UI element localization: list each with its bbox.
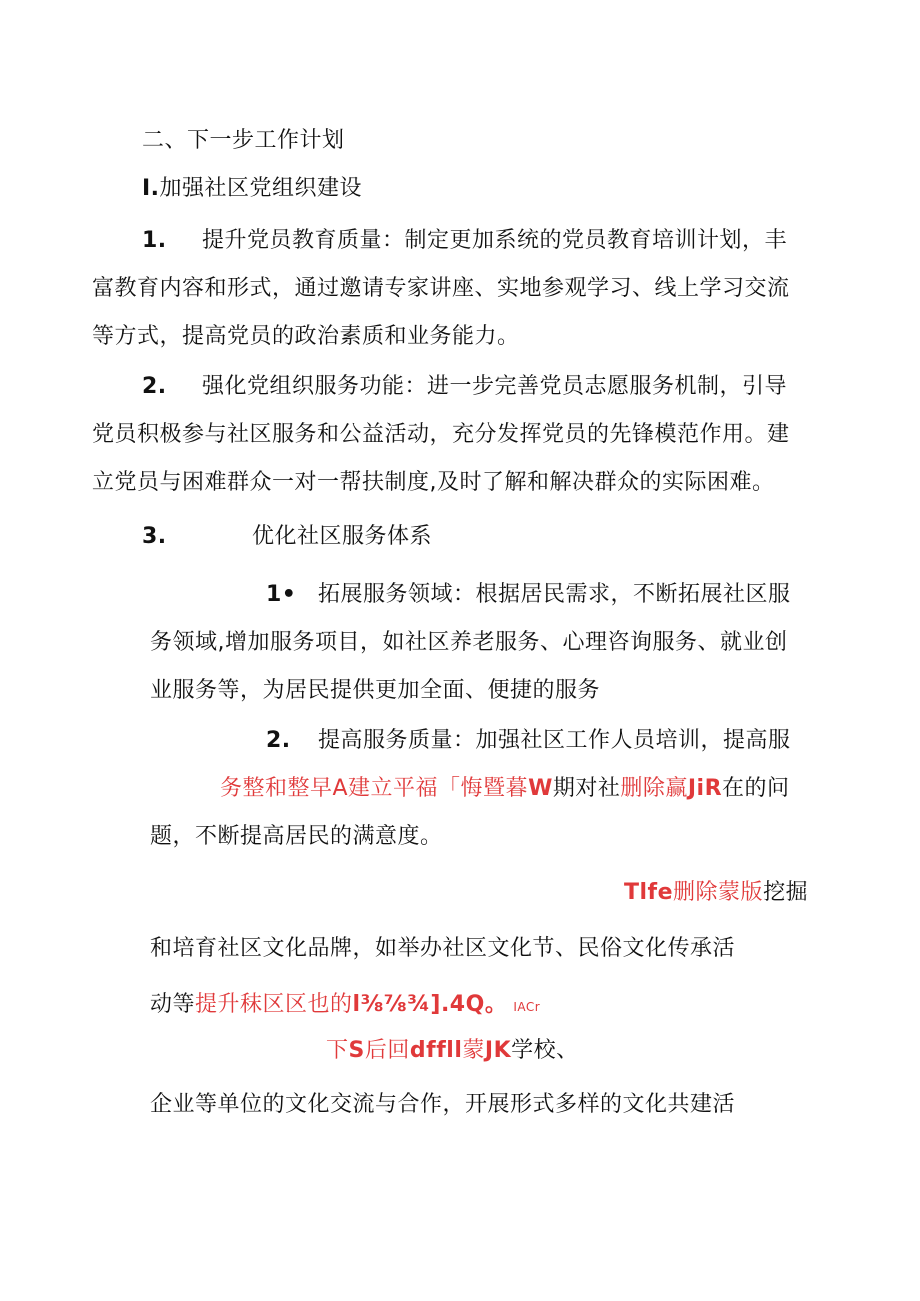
item-2-number: 2.	[142, 374, 167, 399]
sub-2-black-a: 期对社	[552, 776, 621, 801]
section-title	[142, 126, 345, 156]
garbled-2-text: 和培育社区文化品牌，如举办社区文化节、民俗文化传承活	[150, 936, 736, 961]
sub-1-text-1: 拓展服务领域：根据居民需求，不断拓展社区服	[318, 582, 791, 607]
sub-2-text-1: 提高服务质量：加强社区工作人员培训，提高服	[318, 728, 791, 753]
garbled-4-red-f: JK	[484, 1038, 512, 1063]
sub-2-red-c: 删除赢	[620, 776, 688, 801]
sub-2-number: 2.	[266, 728, 291, 753]
garbled-5-text: 企业等单位的文化交流与合作，开展形式多样的文化共建活	[150, 1092, 736, 1117]
garbled-3-small: IACr	[513, 1000, 541, 1014]
sub-2-red-b: W	[528, 776, 553, 801]
sub-1-text-2: 务领域,增加服务项目，如社区养老服务、心理咨询服务、就业创	[150, 630, 788, 655]
item-1-text-3: 等方式，提高党员的政治素质和业务能力。	[92, 324, 520, 349]
sub-2-line-3	[150, 822, 443, 852]
sub-1-number: 1•	[266, 582, 297, 607]
item-1-line-1	[142, 226, 787, 256]
item-1-number: 1.	[142, 228, 167, 253]
garbled-4-red-b: S	[348, 1038, 365, 1063]
item-3-number: 3.	[142, 524, 167, 549]
item-2-text-2: 党员积极参与社区服务和公益活动，充分发挥党员的先锋模范作用。建	[92, 422, 790, 447]
sub-2-red-d: JiR	[687, 776, 723, 801]
item-2-line-3	[92, 468, 775, 498]
garbled-line-1	[624, 878, 808, 908]
item-1-text-1: 提升党员教育质量：制定更加系统的党员教育培训计划，丰	[202, 228, 788, 253]
garbled-1-red-a: Tlfe	[624, 880, 674, 905]
sub-2-line-2	[220, 774, 790, 804]
item-2-line-2	[92, 420, 790, 450]
subsection-heading	[142, 174, 362, 204]
item-1-line-2	[92, 274, 790, 304]
section-title-text: 二、下一步工作计划	[142, 128, 345, 153]
item-3-text: 优化社区服务体系	[252, 524, 433, 549]
item-3-heading	[142, 522, 432, 552]
garbled-3-black: 动等	[150, 992, 196, 1017]
item-1-text-2: 富教育内容和形式，通过邀请专家讲座、实地参观学习、线上学习交流	[92, 276, 790, 301]
garbled-line-5	[150, 1090, 735, 1120]
sub-2-black-b: 在的问	[722, 776, 790, 801]
sub-2-red-a: 务整和整早A建立平福「悔暨暮	[220, 776, 529, 801]
garbled-1-black: 挖掘	[763, 880, 809, 905]
subsection-text: 加强社区党组织建设	[159, 176, 363, 201]
sub-1-line-2	[150, 628, 788, 658]
sub-1-line-3	[150, 676, 600, 706]
garbled-4-red-c: 后回	[364, 1038, 410, 1063]
sub-2-text-3: 题，不断提高居民的满意度。	[150, 824, 443, 849]
sub-1-text-3: 业服务等，为居民提供更加全面、便捷的服务	[150, 678, 601, 703]
item-1-line-3	[92, 322, 520, 352]
garbled-line-4	[326, 1036, 579, 1066]
garbled-4-red-d: dffll	[409, 1038, 463, 1063]
garbled-1-red-b: 删除蒙版	[673, 880, 764, 905]
item-2-text-3: 立党员与困难群众一对一帮扶制度,及时了解和解决群众的实际困难。	[92, 470, 775, 495]
sub-1-line-1	[266, 580, 791, 610]
subsection-prefix: I.	[142, 176, 160, 201]
garbled-3-red-a: 提升秣区区也的	[195, 992, 353, 1017]
garbled-4-black: 学校、	[511, 1038, 579, 1063]
garbled-line-2	[150, 934, 735, 964]
item-2-text-1: 强化党组织服务功能：进一步完善党员志愿服务机制，引导	[202, 374, 788, 399]
sub-2-line-1	[266, 726, 791, 756]
garbled-4-red-a: 下	[326, 1038, 349, 1063]
garbled-4-red-e: 蒙	[462, 1038, 485, 1063]
garbled-3-red-b: l⅜⅞¾].4Q。	[352, 992, 508, 1017]
garbled-line-3	[150, 990, 540, 1022]
item-2-line-1	[142, 372, 787, 402]
